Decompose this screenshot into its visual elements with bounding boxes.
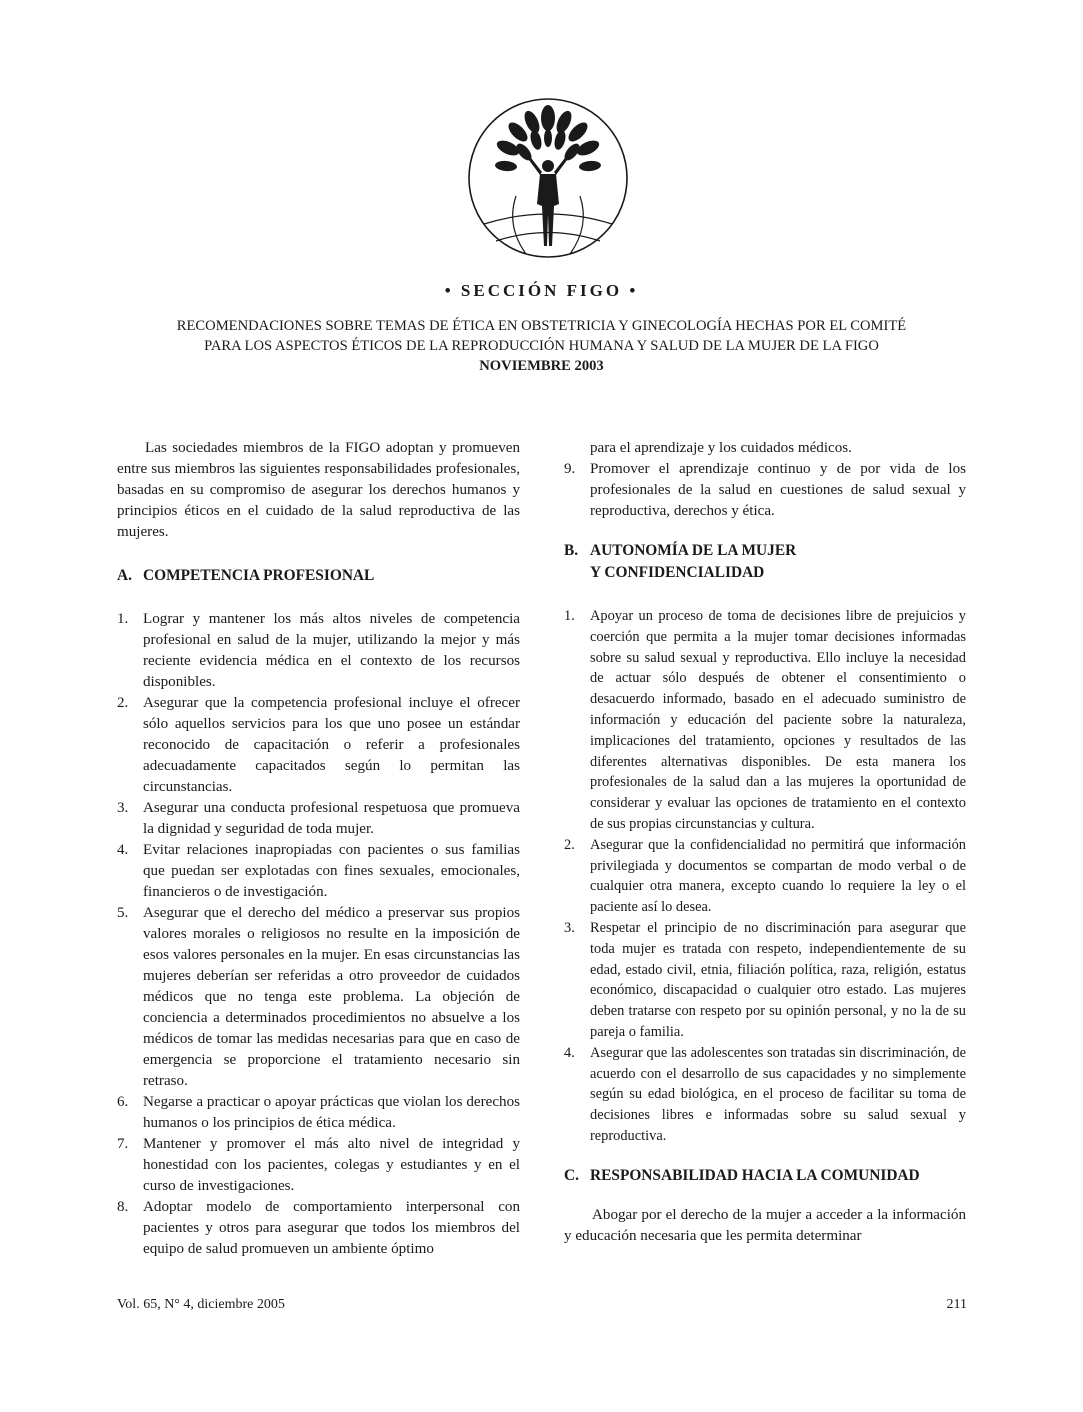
item-number: 4. [564, 1044, 575, 1061]
item-text: Asegurar que la competencia profesional incluye el ofrecer sólo aquellos servicios para los que uno posee un estándar reconocido de capacitación o referir a profesionales adecuadamente capacitados según lo permitan las circunstancias. [143, 695, 520, 795]
list-item [564, 1043, 966, 1147]
item-text: Adoptar modelo de comportamiento interpersonal con pacientes y otros para asegurar que todos los miembros del equipo de salud promueven un ambiente óptimo [143, 1199, 520, 1257]
item-text: Apoyar un proceso de toma de decisiones libre de prejuicios y coerción que permita a la mujer tomar decisiones informadas sobre su salud sexual y reproductiva. Ello incluye la necesidad de actuar sólo después de obtener el consentimiento o desacuerdo informado, basado en el adecuado suministro de información y educación del paciente sobre la naturaleza, implicaciones del tratamiento, opciones y resultados de las diferentes alternativas disponibles. De esta manera los profesionales de la salud dan a las mujeres la oportunidad de considerar y evaluar las opciones de tratamiento en el contexto de sus propias circunstancias y cultura. [590, 608, 966, 832]
list-item [117, 903, 520, 1092]
item-text: Asegurar que el derecho del médico a preservar sus propios valores morales o religiosos no resulte en la imposición de esos valores personales en la mujer. En esas circunstancias las mujeres deberían ser referidas a otro proveedor de cuidados médicos que no tenga este problema. La objeción de conciencia a determinados procedimientos no absuelve a los médicos de tomar las medidas necesarias para que en caso de emergencia se proporcione el tratamiento necesario sin retraso. [143, 905, 520, 1089]
item-number: 8. [117, 1199, 129, 1215]
section-b-title-line-2: Y CONFIDENCIALIDAD [590, 564, 765, 581]
section-b-title-line-1: AUTONOMÍA DE LA MUJER [590, 542, 797, 559]
list-item-continued [564, 438, 966, 459]
list-item [564, 918, 966, 1043]
section-a-list-continued [564, 438, 966, 522]
item-text: Asegurar que la confidencialidad no permitirá que información privilegiada y documentos se compartan de modo verbal o de cualquier otra manera, excepto cuando lo requiere la ley o el paciente así lo desea. [590, 836, 966, 916]
section-a-letter: A. [117, 567, 132, 584]
section-c-letter: C. [564, 1166, 579, 1184]
section-b-letter: B. [564, 542, 579, 559]
item-number: 1. [564, 608, 575, 624]
item-number: 2. [564, 836, 575, 853]
section-c-heading [564, 1165, 966, 1187]
list-item [117, 840, 520, 903]
left-column [117, 438, 520, 1260]
footer-citation: Vol. 65, N° 4, diciembre 2005 [117, 1297, 285, 1312]
section-title: • SECCIÓN FIGO • [444, 281, 639, 300]
section-b-list [564, 606, 966, 1147]
list-item [117, 1134, 520, 1197]
item-number: 3. [117, 800, 129, 816]
heading-line-1: RECOMENDACIONES SOBRE TEMAS DE ÉTICA EN OBSTETRICIA Y GINECOLOGÍA HECHAS POR EL COMITÉ [176, 318, 907, 334]
item-text: Negarse a practicar o apoyar prácticas que violan los derechos humanos o los principios de ética médica. [143, 1094, 520, 1131]
list-item [117, 693, 520, 798]
item-text: Respetar el principio de no discriminación para asegurar que toda mujer es tratada con respeto, independientemente de su edad, estado civil, etnia, filiación política, raza, religión, estatus económico, discapacidad o cualquier otro estado. Las mujeres deben tratarse con respeto por su opinión personal, y no la de su pareja o familia. [590, 919, 966, 1040]
item-text: Promover el aprendizaje continuo y de por vida de los profesionales de la salud en cuestiones de salud sexual y reproductiva, derechos y ética. [590, 461, 966, 519]
item-number: 3. [564, 919, 575, 936]
section-a-list [117, 609, 520, 1260]
item-text: Asegurar una conducta profesional respetuosa que promueva la dignidad y seguridad de toda mujer. [143, 800, 520, 837]
item-number: 4. [117, 842, 129, 858]
list-item [117, 798, 520, 840]
list-item [117, 609, 520, 693]
list-item [564, 606, 966, 835]
heading-date: NOVIEMBRE 2003 [479, 358, 604, 374]
list-item [564, 459, 966, 522]
item-number: 9. [564, 461, 576, 477]
item-number: 7. [117, 1136, 129, 1152]
list-item [117, 1092, 520, 1134]
right-column [564, 438, 966, 1247]
page-number: 211 [946, 1297, 967, 1312]
section-c-paragraph: Abogar por el derecho de la mujer a acceder a la información y educación necesaria que les permita determinar [564, 1206, 966, 1244]
document-heading [90, 316, 993, 376]
item-number: 2. [117, 695, 129, 711]
figo-logo [466, 96, 630, 260]
section-a-title: COMPETENCIA PROFESIONAL [143, 567, 375, 584]
item-text: para el aprendizaje y los cuidados médicos. [590, 440, 852, 456]
item-text: Evitar relaciones inapropiadas con pacientes o sus familias que puedan ser explotadas con fines sexuales, emocionales, financieros o de investigación. [143, 842, 520, 900]
section-c-title: RESPONSABILIDAD HACIA LA COMUNIDAD [590, 1166, 920, 1184]
section-a-heading [117, 565, 520, 587]
item-number: 1. [117, 611, 129, 627]
item-number: 5. [117, 905, 129, 921]
item-number: 6. [117, 1094, 129, 1110]
section-b-heading [564, 540, 966, 584]
intro-paragraph: Las sociedades miembros de la FIGO adoptan y promueven entre sus miembros las siguientes responsabilidades profesionales, basadas en su compromiso de asegurar los derechos humanos y principios éticos en el cuidado de la salud reproductiva de las mujeres. [117, 440, 520, 540]
item-text: Lograr y mantener los más altos niveles de competencia profesional en salud de la mujer, utilizando la mejor y más reciente evidencia médica en el contexto de los recursos disponibles. [143, 611, 520, 690]
heading-line-2: PARA LOS ASPECTOS ÉTICOS DE LA REPRODUCCIÓN HUMANA Y SALUD DE LA MUJER DE LA FIGO [204, 338, 879, 354]
item-text: Asegurar que las adolescentes son tratadas sin discriminación, de acuerdo con el desarrollo de sus capacidades y no simplemente según su edad biológica, en el proceso de facilitar su toma de decisiones libres e informadas sobre su salud sexual y reproductiva. [590, 1044, 966, 1144]
list-item [564, 835, 966, 918]
list-item [117, 1197, 520, 1260]
item-text: Mantener y promover el más alto nivel de integridad y honestidad con los pacientes, colegas y estudiantes y en el curso de investigaciones. [143, 1136, 520, 1194]
